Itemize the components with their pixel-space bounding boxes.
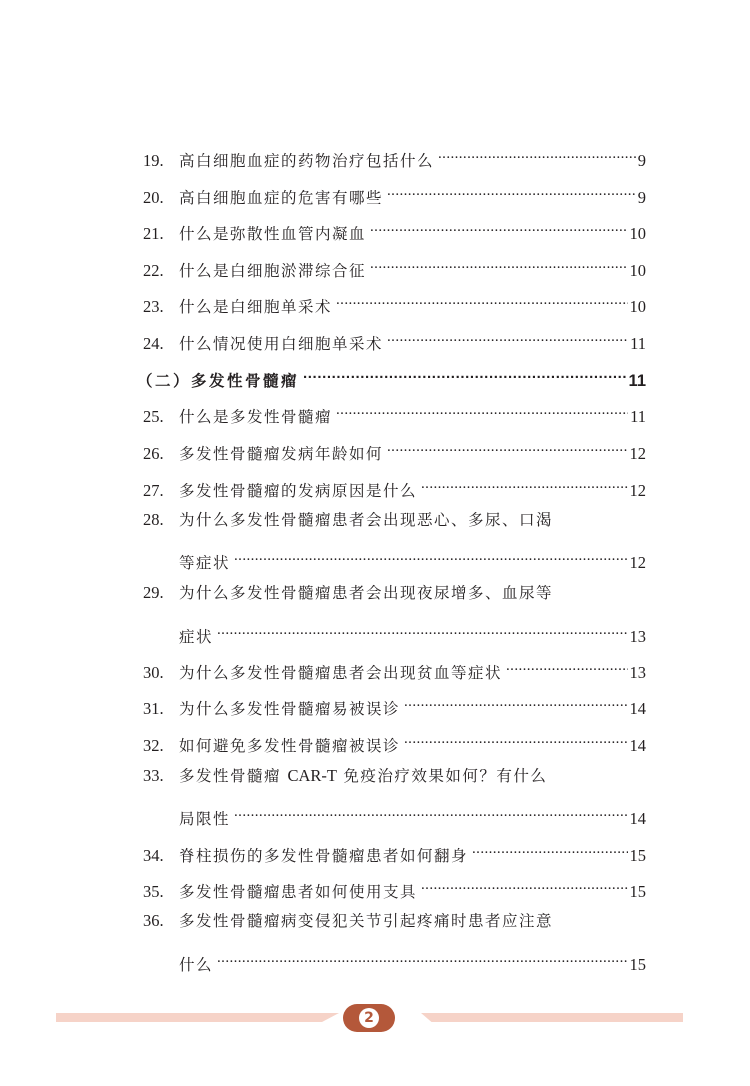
toc-entry-22[interactable]: [143, 252, 646, 280]
footer-decoration-left: [56, 1013, 339, 1022]
entry-title-continuation: 等症状: [179, 554, 231, 572]
car-t-term: CAR-T: [287, 766, 337, 785]
dot-leader: [370, 215, 627, 239]
entry-page-number: 11: [630, 334, 646, 353]
entry-page-number: 14: [629, 809, 646, 828]
entry-title: 为什么多发性骨髓瘤患者会出现贫血等症状: [179, 664, 503, 682]
dot-leader: [387, 179, 636, 203]
toc-entry-20[interactable]: [143, 179, 646, 207]
entry-number: 34.: [143, 846, 164, 865]
entry-page-number: 12: [629, 553, 646, 572]
entry-number: 21.: [143, 224, 164, 243]
dot-leader: [217, 618, 627, 642]
entry-number: 36.: [143, 911, 164, 930]
entry-title-part: 多发性骨髓瘤: [179, 767, 288, 785]
dot-leader: [438, 142, 636, 166]
entry-page-number: 14: [629, 699, 646, 718]
entry-page-number: 12: [629, 481, 646, 500]
entry-title: 多发性骨髓瘤患者如何使用支具: [179, 883, 418, 901]
dot-leader: [217, 946, 627, 970]
entry-title: 为什么多发性骨髓瘤易被误诊: [179, 700, 401, 718]
entry-title: 为什么多发性骨髓瘤患者会出现恶心、多尿、口渴: [179, 511, 554, 529]
toc-entry-32[interactable]: [143, 727, 646, 755]
entry-page-number: 12: [629, 444, 646, 463]
toc-entry-33[interactable]: [143, 764, 646, 788]
dot-leader: [506, 654, 627, 678]
entry-number: 29.: [143, 583, 164, 602]
entry-title: 高白细胞血症的危害有哪些: [179, 189, 384, 207]
entry-number: 20.: [143, 188, 164, 207]
toc-entry-36-continuation[interactable]: [143, 946, 646, 974]
entry-page-number: 10: [629, 224, 646, 243]
toc-entry-30[interactable]: [143, 654, 646, 682]
entry-page-number: 11: [630, 407, 646, 426]
entry-page-number: 15: [629, 955, 646, 974]
entry-title: 如何避免多发性骨髓瘤被误诊: [179, 737, 401, 755]
toc-entry-24[interactable]: [143, 325, 646, 353]
dot-leader: [421, 873, 627, 897]
dot-leader: [234, 544, 627, 568]
page-number: 2: [359, 1008, 379, 1028]
entry-title: 为什么多发性骨髓瘤患者会出现夜尿增多、血尿等: [179, 584, 554, 602]
entry-page-number: 10: [629, 297, 646, 316]
entry-number: 25.: [143, 407, 164, 426]
dot-leader: [303, 362, 627, 386]
section-title: （二）多发性骨髓瘤: [137, 372, 300, 390]
entry-number: 28.: [143, 510, 164, 529]
entry-title: 什么是弥散性血管内凝血: [179, 225, 367, 243]
entry-title: 什么是多发性骨髓瘤: [179, 408, 333, 426]
entry-title: 什么是白细胞单采术: [179, 298, 333, 316]
entry-page-number: 9: [637, 151, 646, 170]
toc-entry-29-continuation[interactable]: [143, 618, 646, 646]
entry-number: 27.: [143, 481, 164, 500]
dot-leader: [404, 690, 627, 714]
toc-entry-26[interactable]: [143, 435, 646, 463]
entry-title: 脊柱损伤的多发性骨髓瘤患者如何翻身: [179, 847, 469, 865]
entry-title: 高白细胞血症的药物治疗包括什么: [179, 152, 435, 170]
entry-page-number: 13: [629, 627, 646, 646]
entry-title-part: 免疫治疗效果如何？有什么: [336, 767, 548, 785]
dot-leader: [370, 252, 627, 276]
dot-leader: [472, 837, 627, 861]
dot-leader: [421, 472, 627, 496]
entry-number: 32.: [143, 736, 164, 755]
toc-entry-28-continuation[interactable]: [143, 544, 646, 572]
toc-entry-31[interactable]: [143, 690, 646, 718]
toc-entry-36[interactable]: [143, 909, 646, 933]
dot-leader: [234, 800, 627, 824]
toc-section-heading[interactable]: [137, 362, 646, 390]
toc-entry-23[interactable]: [143, 288, 646, 316]
entry-title: 多发性骨髓瘤发病年龄如何: [179, 445, 384, 463]
entry-number: 19.: [143, 151, 164, 170]
entry-title: [179, 764, 547, 788]
entry-title: 多发性骨髓瘤的发病原因是什么: [179, 482, 418, 500]
entry-number: 22.: [143, 261, 164, 280]
entry-number: 30.: [143, 663, 164, 682]
toc-entry-28[interactable]: [143, 508, 646, 532]
entry-number: 33.: [143, 766, 164, 785]
dot-leader: [387, 325, 628, 349]
footer-decoration-right: [421, 1013, 683, 1022]
entry-number: 35.: [143, 882, 164, 901]
entry-page-number: 10: [629, 261, 646, 280]
entry-title-continuation: 什么: [179, 956, 214, 974]
toc-entry-25[interactable]: [143, 398, 646, 426]
dot-leader: [336, 288, 627, 312]
toc-entry-19[interactable]: [143, 142, 646, 170]
toc-entry-21[interactable]: [143, 215, 646, 243]
entry-number: 31.: [143, 699, 164, 718]
dot-leader: [336, 398, 628, 422]
entry-number: 24.: [143, 334, 164, 353]
toc-entry-34[interactable]: [143, 837, 646, 865]
entry-page-number: 13: [629, 663, 646, 682]
dot-leader: [387, 435, 627, 459]
dot-leader: [404, 727, 627, 751]
entry-title-continuation: 局限性: [179, 810, 231, 828]
toc-entry-35[interactable]: [143, 873, 646, 901]
section-page-number: 11: [628, 372, 646, 390]
entry-page-number: 15: [629, 846, 646, 865]
entry-title: 什么情况使用白细胞单采术: [179, 335, 384, 353]
entry-number: 23.: [143, 297, 164, 316]
toc-entry-29[interactable]: [143, 581, 646, 605]
entry-number: 26.: [143, 444, 164, 463]
page-number-badge: [343, 1004, 395, 1032]
entry-page-number: 14: [629, 736, 646, 755]
toc-entry-33-continuation[interactable]: [143, 800, 646, 828]
entry-title: 什么是白细胞淤滞综合征: [179, 262, 367, 280]
entry-title: 多发性骨髓瘤病变侵犯关节引起疼痛时患者应注意: [179, 912, 554, 930]
toc-entry-27[interactable]: [143, 472, 646, 500]
entry-title-continuation: 症状: [179, 628, 214, 646]
entry-page-number: 15: [629, 882, 646, 901]
entry-page-number: 9: [637, 188, 646, 207]
